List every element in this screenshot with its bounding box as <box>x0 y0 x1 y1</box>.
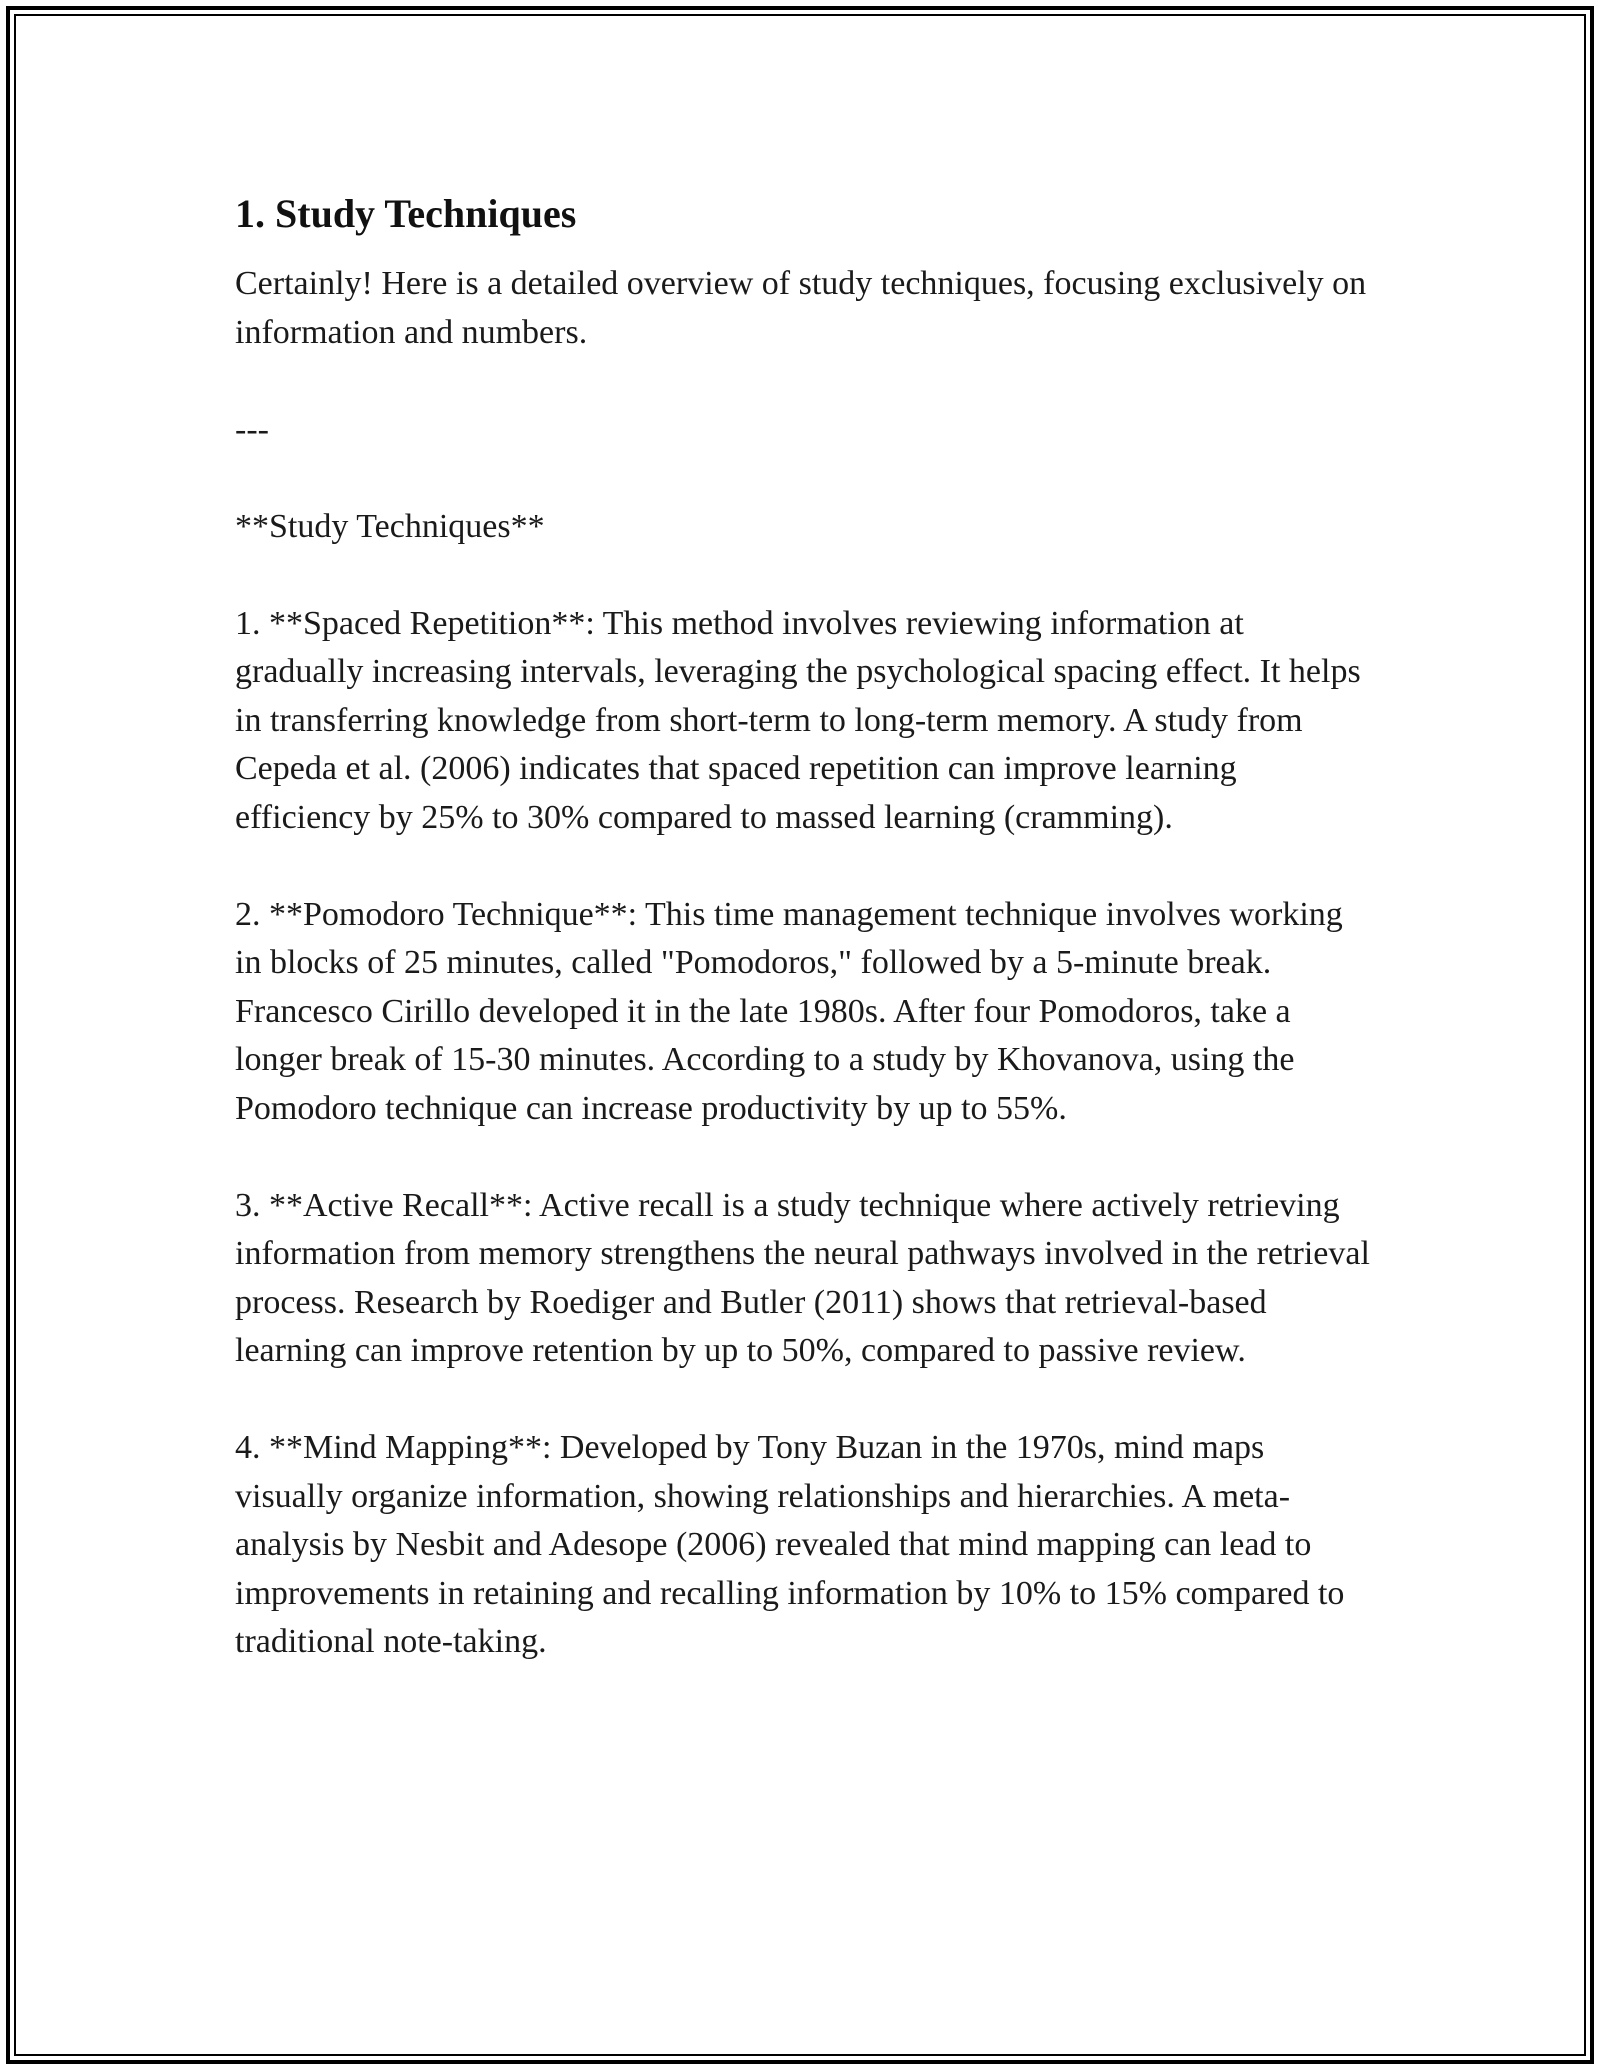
technique-pomodoro: 2. **Pomodoro Technique**: This time management technique involves working in blocks of 25 minutes, called "Pomodoros," followed by a 5-minute break. Francesco Cirillo developed it in the late 1980s. After four Pomodoros, take a longer break of 15-30 minutes. According to a study by Khovanova, using the Pomodoro technique can increase productivity by up to 55%. <box>235 895 1352 1127</box>
technique-spaced-repetition: 1. **Spaced Repetition**: This method involves reviewing information at gradually increasing intervals, leveraging the psychological spacing effect. It helps in transferring knowledge from short-term to long-term memory. A study from Cepeda et al. (2006) indicates that spaced repetition can improve learning efficiency by 25% to 30% compared to massed learning (cramming). <box>235 604 1370 836</box>
subsection-title: **Study Techniques** <box>235 507 545 545</box>
document-body <box>235 188 1379 1715</box>
intro-paragraph: Certainly! Here is a detailed overview of study techniques, focusing exclusively on information and numbers. <box>235 265 1375 351</box>
separator-text: --- <box>235 410 269 448</box>
technique-active-recall: 3. **Active Recall**: Active recall is a study technique where actively retrieving information from memory strengthens the neural pathways involved in the retrieval process. Research by Roediger and Butler (2011) shows that retrieval-based learning can improve retention by up to 50%, compared to passive review. <box>235 1186 1379 1369</box>
technique-mind-mapping: 4. **Mind Mapping**: Developed by Tony Buzan in the 1970s, mind maps visually organize information, showing relationships and hierarchies. A meta-analysis by Nesbit and Adesope (2006) revealed that mind mapping can lead to improvements in retaining and recalling information by 10% to 15% compared to traditional note-taking. <box>235 1429 1353 1660</box>
section-heading: 1. Study Techniques <box>235 191 577 236</box>
